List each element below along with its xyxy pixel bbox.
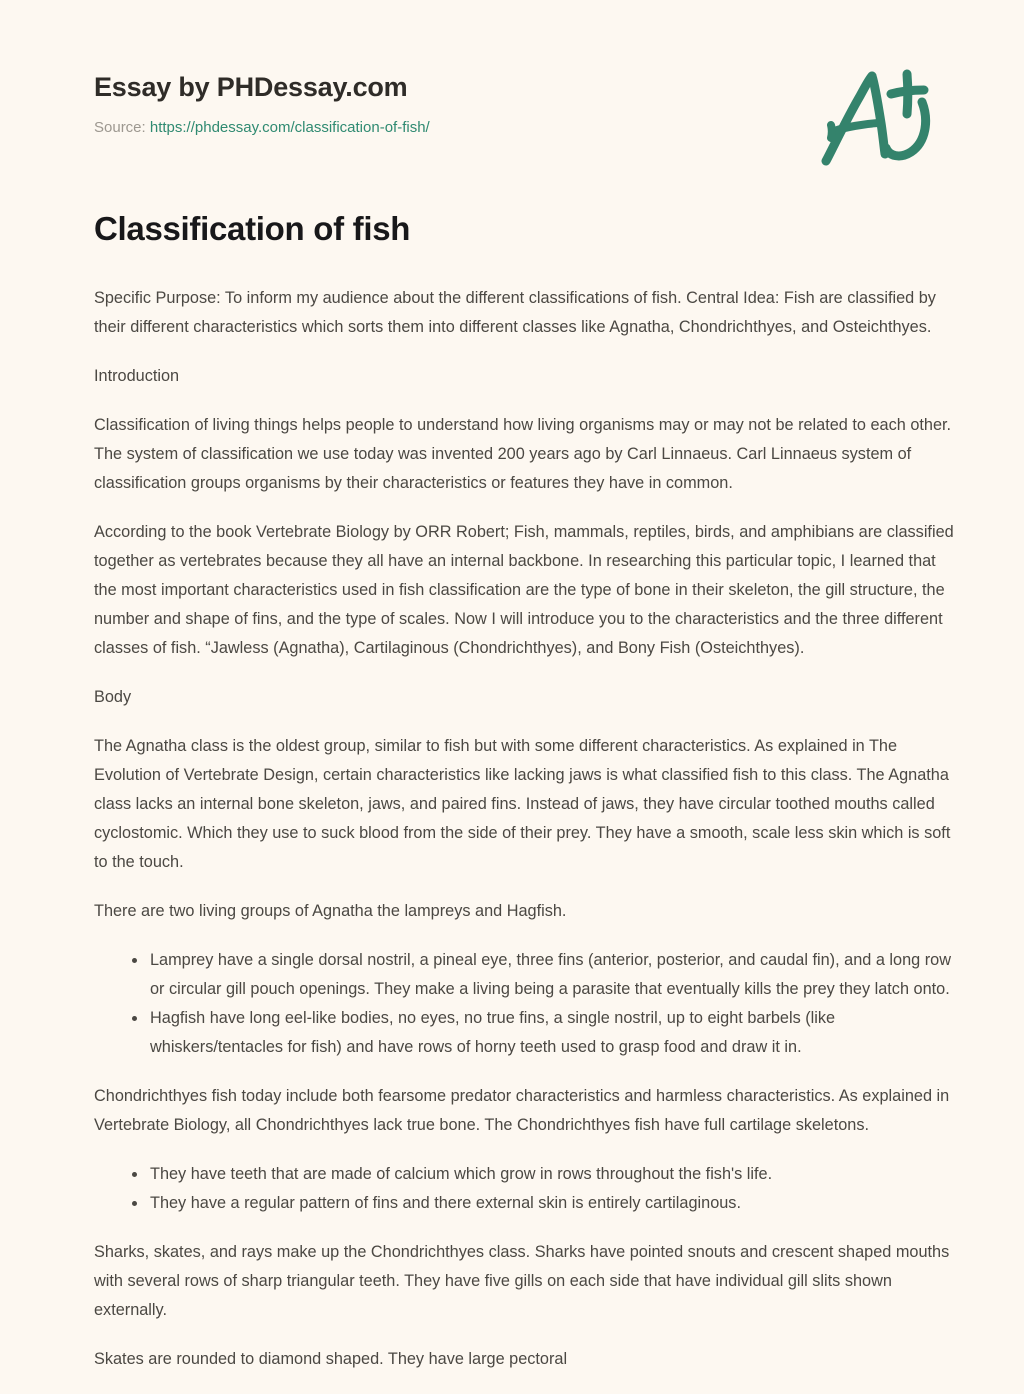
section-heading-body: Body [94,688,132,706]
paragraph: There are two living groups of Agnatha the lampreys and Hagfish. [94,902,567,920]
paragraph: The Agnatha class is the oldest group, similar to fish but with some different characteristics. As explained in The Evolution of Vertebrate Design, certain characteristics like lacking jaws is what classified fish to this class. The Agnatha class lacks an internal bone skeleton, jaws, and paired fins. Instead of jaws, they have circular toothed mouths called cyclostomic. Which they use to suck blood from the side of their prey. They have a smooth, scale less skin which is soft to the touch. [94,737,951,871]
page-header [0,0,1024,185]
brand-title: Essay by PHDessay.com [94,72,408,102]
paragraph: Specific Purpose: To inform my audience about the different classifications of fish. Central Idea: Fish are classified by their different characteristics which sorts them into different classes like Agnatha, Chondrichthyes, and Osteichthyes. [94,289,936,336]
source-label: Source: [94,119,146,136]
paragraph: Chondrichthyes fish today include both fearsome predator characteristics and harmless characteristics. As explained in Vertebrate Biology, all Chondrichthyes lack true bone. The Chondrichthyes fish have full cartilage skeletons. [94,1087,950,1134]
page-title: Classification of fish [94,210,411,247]
brand-block [94,70,694,138]
aplus-logo-icon [812,68,952,168]
list-item: They have teeth that are made of calcium which grow in rows throughout the fish's life. [132,1160,956,1189]
list-item: Hagfish have long eel-like bodies, no eyes, no true fins, a single nostril, up to eight barbels (like whiskers/tentacles for fish) and have rows of horny teeth used to grasp food and draw it in. [132,1004,956,1062]
article-body [94,284,956,1374]
list-item: Lamprey have a single dorsal nostril, a pineal eye, three fins (anterior, posterior, and caudal fin), and a long row or circular gill pouch openings. They make a living being a parasite that eventually kills the prey they latch onto. [132,946,956,1004]
paragraph: Skates are rounded to diamond shaped. They have large pectoral [94,1350,568,1368]
paragraph: Classification of living things helps people to understand how living organisms may or may not be related to each other. The system of classification we use today was invented 200 years ago by Carl Linnaeus. Carl Linnaeus system of classification groups organisms by their characteristics or features they have in common. [94,416,952,492]
paragraph: According to the book Vertebrate Biology by ORR Robert; Fish, mammals, reptiles, birds, and amphibians are classified together as vertebrates because they all have an internal backbone. In researching this particular topic, I learned that the most important characteristics used in fish classification are the type of bone in their skeleton, the gill structure, the number and shape of fins, and the type of scales. Now I will introduce you to the characteristics and the three different classes of fish. “Jawless (Agnatha), Cartilaginous (Chondrichthyes), and Bony Fish (Osteichthyes). [94,523,954,657]
section-heading-introduction: Introduction [94,367,180,385]
paragraph: Sharks, skates, and rays make up the Chondrichthyes class. Sharks have pointed snouts and crescent shaped mouths with several rows of sharp triangular teeth. They have five gills on each side that have individual gill slits shown externally. [94,1243,950,1319]
chondrichthyes-list [94,1160,956,1218]
source-url-link[interactable]: https://phdessay.com/classification-of-fish/ [149,119,430,136]
agnatha-list [94,946,956,1062]
source-line [94,118,694,138]
article [94,208,956,1394]
list-item: They have a regular pattern of fins and there external skin is entirely cartilaginous. [132,1189,956,1218]
